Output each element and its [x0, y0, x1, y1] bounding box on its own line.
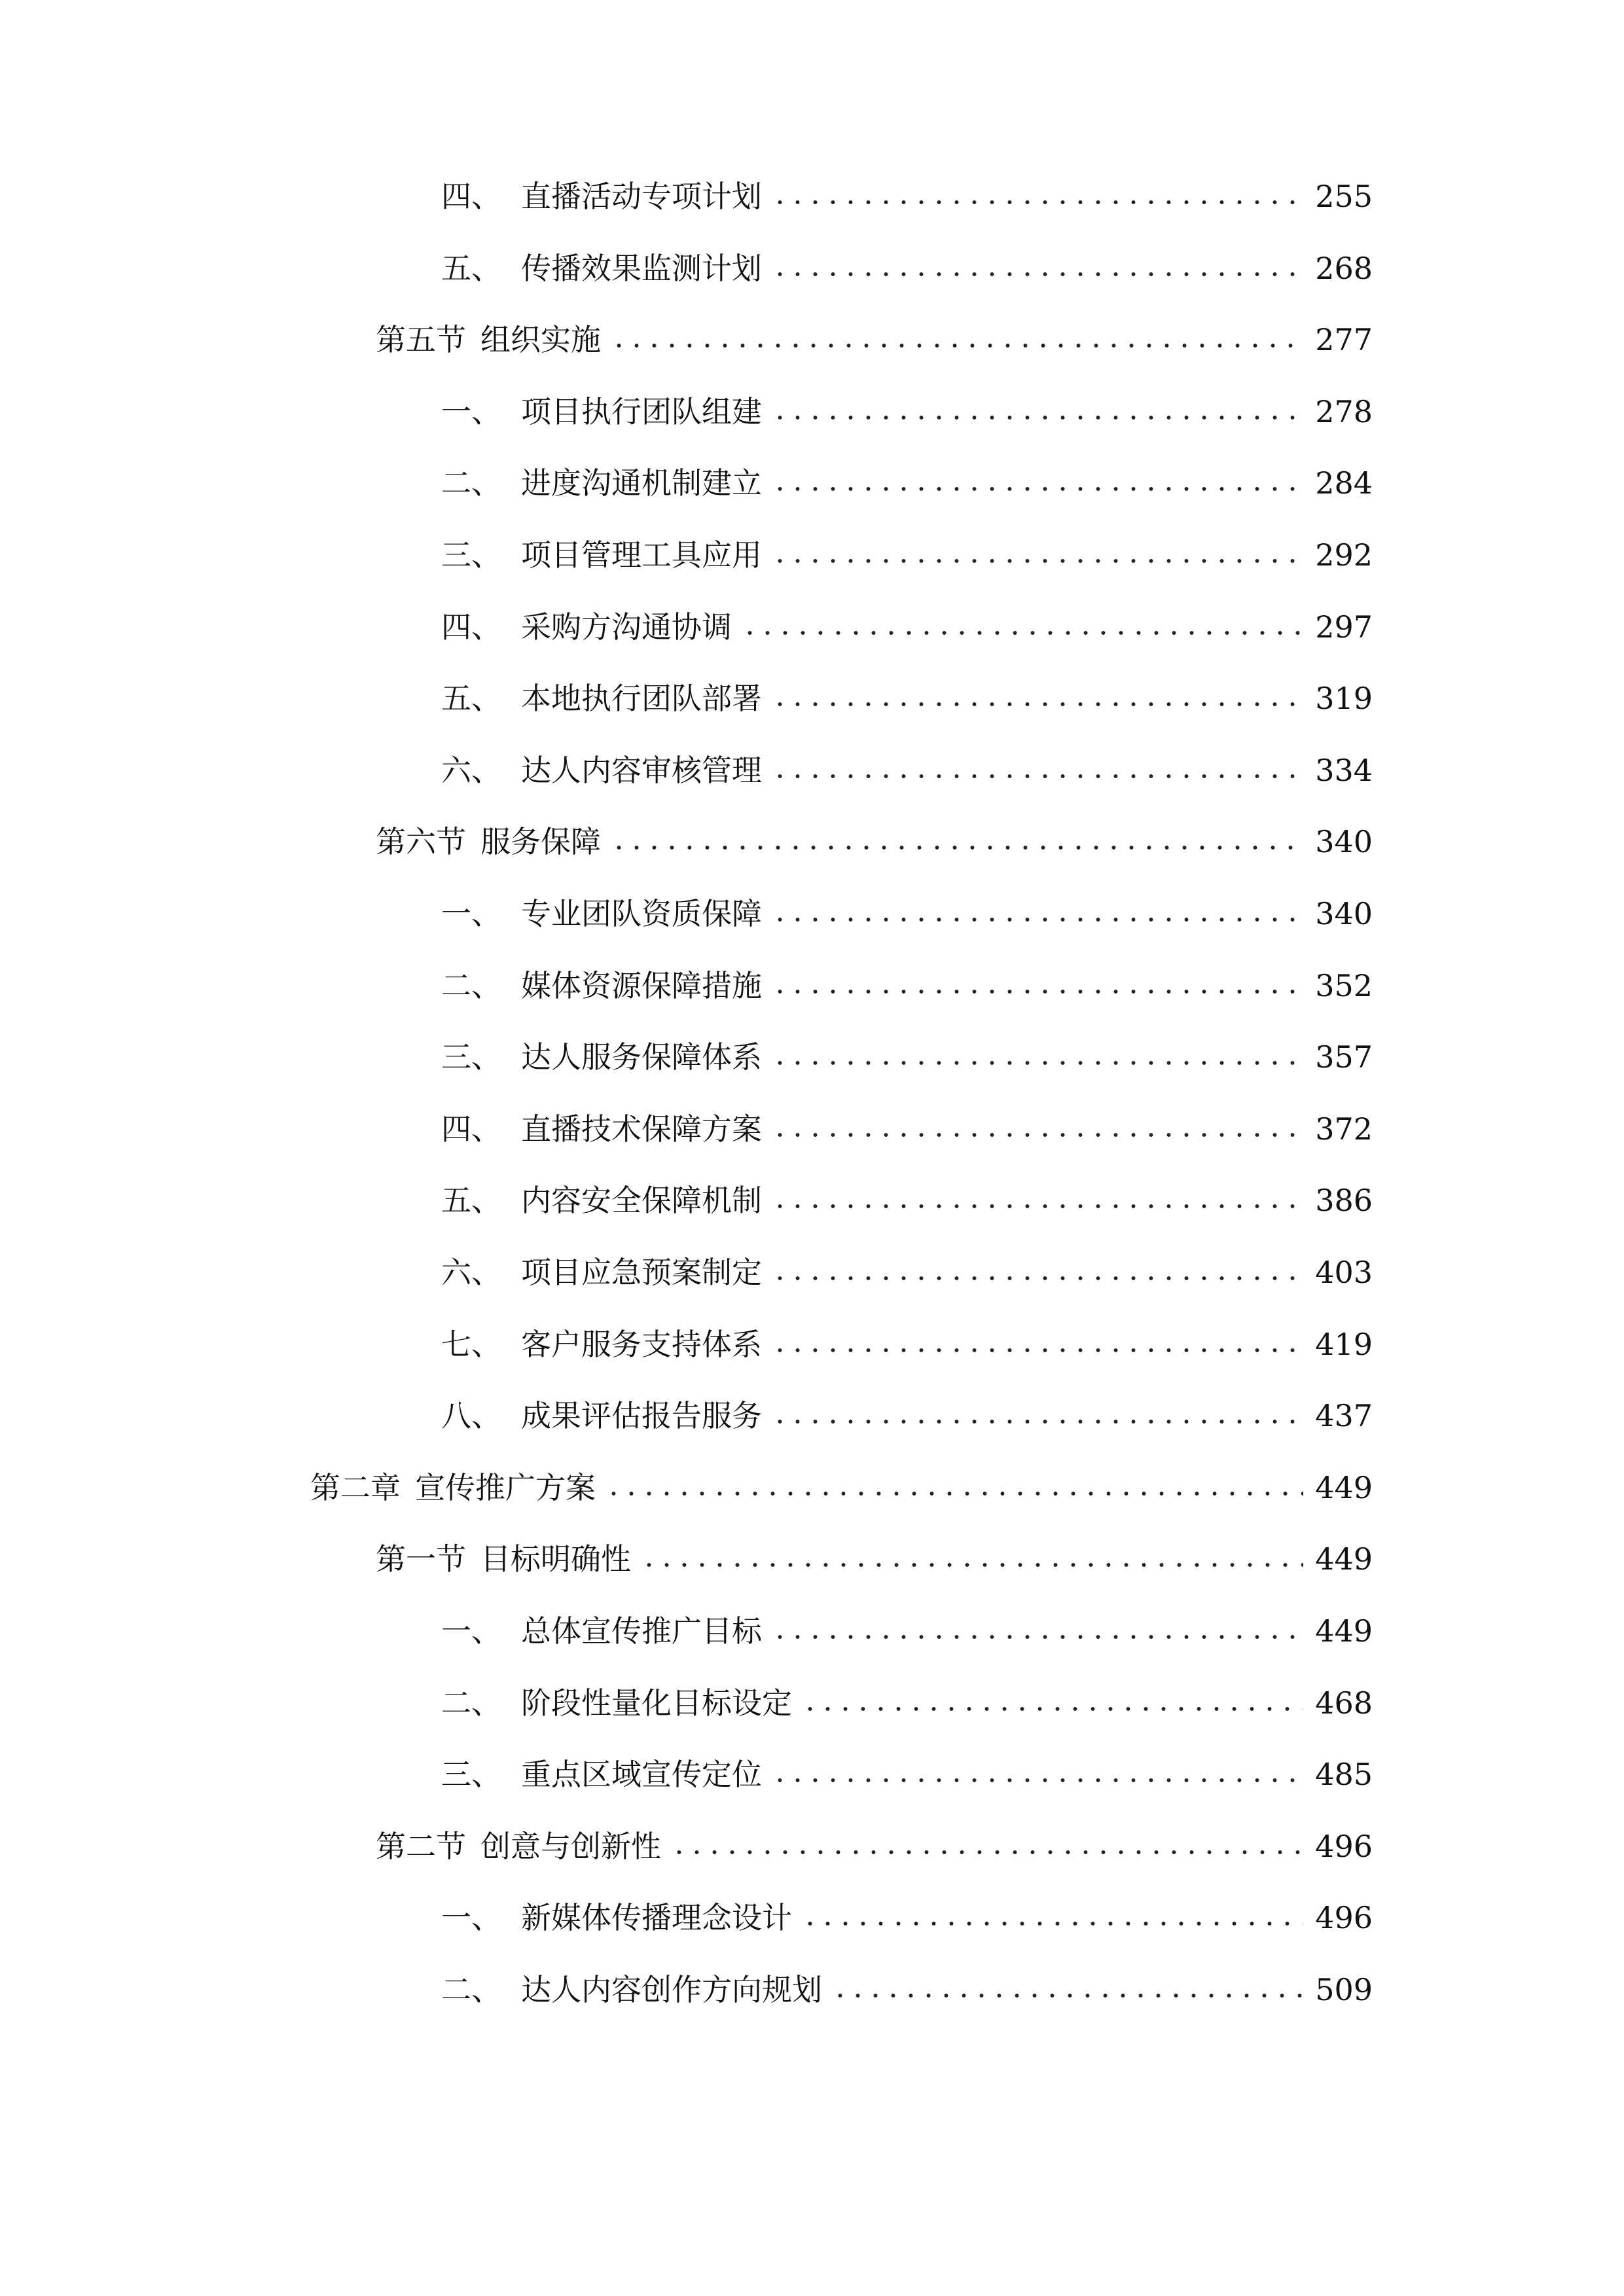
- toc-entry-title: 内容安全保障机制: [521, 1183, 762, 1218]
- dot-leader: [741, 631, 1303, 635]
- toc-entry-page-number: 449: [1315, 1613, 1373, 1649]
- toc-entry-page-number: 419: [1315, 1327, 1373, 1362]
- toc-entry[interactable]: [441, 1249, 1373, 1295]
- toc-entry-number: 一、: [441, 1613, 501, 1649]
- toc-entry-title: 达人内容创作方向规划: [521, 1972, 822, 2007]
- toc-entry-title: 项目执行团队组建: [521, 394, 762, 429]
- toc-entry-title: 新媒体传播理念设计: [521, 1900, 792, 1935]
- toc-entry-number: 六、: [441, 1255, 501, 1290]
- toc-entry-page-number: 340: [1315, 896, 1373, 931]
- toc-entry[interactable]: [441, 747, 1373, 793]
- toc-entry-title: 成果评估报告服务: [521, 1398, 762, 1433]
- toc-entry[interactable]: [441, 1895, 1373, 1941]
- toc-entry-number: 八、: [441, 1398, 501, 1433]
- toc-entry[interactable]: [441, 1177, 1373, 1223]
- toc-entry-number: 三、: [441, 1039, 501, 1075]
- dot-leader: [771, 416, 1303, 420]
- dot-leader: [771, 559, 1303, 563]
- toc-entry-number: 二、: [441, 1685, 501, 1721]
- toc-entry[interactable]: [376, 1536, 1373, 1582]
- toc-entry-title: 宣传推广方案: [415, 1470, 596, 1505]
- dot-leader: [771, 1204, 1303, 1208]
- toc-entry-title: 创意与创新性: [480, 1829, 661, 1864]
- toc-entry-title: 本地执行团队部署: [521, 681, 762, 716]
- dot-leader: [640, 1563, 1303, 1567]
- toc-entry[interactable]: [441, 1751, 1373, 1797]
- dot-leader: [771, 1133, 1303, 1137]
- toc-entry-title: 项目管理工具应用: [521, 537, 762, 573]
- toc-entry-number: 三、: [441, 537, 501, 573]
- toc-entry[interactable]: [441, 1106, 1373, 1152]
- toc-entry-number: 六、: [441, 753, 501, 788]
- toc-entry[interactable]: [441, 460, 1373, 506]
- toc-entry-number: 第五节: [376, 322, 466, 357]
- toc-entry-title: 达人内容审核管理: [521, 753, 762, 788]
- dot-leader: [771, 1061, 1303, 1065]
- dot-leader: [801, 1922, 1303, 1926]
- toc-entry-number: 四、: [441, 1111, 501, 1147]
- toc-entry-title: 客户服务支持体系: [521, 1327, 762, 1362]
- toc-entry-title: 直播技术保障方案: [521, 1111, 762, 1147]
- toc-entry-number: 四、: [441, 179, 501, 214]
- toc-entry-page-number: 357: [1315, 1039, 1373, 1075]
- toc-entry-title: 采购方沟通协调: [521, 609, 732, 645]
- toc-entry-number: 第六节: [376, 824, 466, 859]
- toc-entry[interactable]: [441, 1034, 1373, 1080]
- dot-leader: [610, 344, 1303, 348]
- toc-entry-page-number: 277: [1315, 322, 1373, 357]
- dot-leader: [771, 1348, 1303, 1352]
- toc-entry-page-number: 509: [1315, 1972, 1373, 2007]
- dot-leader: [771, 774, 1303, 778]
- dot-leader: [771, 200, 1303, 204]
- toc-entry-number: 第二章: [310, 1470, 401, 1505]
- toc-entry-title: 总体宣传推广目标: [521, 1613, 762, 1649]
- toc-entry-page-number: 437: [1315, 1398, 1373, 1433]
- toc-entry-title: 进度沟通机制建立: [521, 465, 762, 501]
- toc-entry-page-number: 340: [1315, 824, 1373, 859]
- toc-entry[interactable]: [376, 317, 1373, 363]
- toc-entry-page-number: 268: [1315, 251, 1373, 286]
- toc-entry-page-number: 284: [1315, 465, 1373, 501]
- dot-leader: [771, 487, 1303, 491]
- toc-entry-title: 服务保障: [480, 824, 601, 859]
- toc-entry-title: 专业团队资质保障: [521, 896, 762, 931]
- toc-entry-number: 二、: [441, 465, 501, 501]
- toc-entry-title: 传播效果监测计划: [521, 251, 762, 286]
- toc-entry[interactable]: [441, 1680, 1373, 1726]
- dot-leader: [771, 918, 1303, 922]
- dot-leader: [771, 990, 1303, 994]
- toc-entry-number: 五、: [441, 1183, 501, 1218]
- dot-leader: [831, 1994, 1303, 1998]
- toc-entry-number: 第二节: [376, 1829, 466, 1864]
- toc-entry[interactable]: [441, 532, 1373, 578]
- dot-leader: [670, 1850, 1303, 1854]
- toc-entry-number: 五、: [441, 251, 501, 286]
- toc-entry-number: 二、: [441, 1972, 501, 2007]
- toc-entry-number: 五、: [441, 681, 501, 716]
- toc-entry-page-number: 386: [1315, 1183, 1373, 1218]
- dot-leader: [771, 1276, 1303, 1280]
- toc-entry-number: 二、: [441, 968, 501, 1003]
- toc-entry-title: 重点区域宣传定位: [521, 1757, 762, 1792]
- dot-leader: [771, 1635, 1303, 1639]
- dot-leader: [771, 1778, 1303, 1782]
- toc-entry-page-number: 485: [1315, 1757, 1373, 1792]
- toc-entry-page-number: 255: [1315, 179, 1373, 214]
- dot-leader: [771, 272, 1303, 276]
- toc-entry[interactable]: [441, 389, 1373, 435]
- toc-entry[interactable]: [441, 173, 1373, 219]
- toc-entry-title: 组织实施: [480, 322, 601, 357]
- toc-entry-page-number: 449: [1315, 1541, 1373, 1577]
- toc-entry-number: 一、: [441, 394, 501, 429]
- toc-entry-page-number: 352: [1315, 968, 1373, 1003]
- toc-entry-title: 达人服务保障体系: [521, 1039, 762, 1075]
- toc-entry-page-number: 468: [1315, 1685, 1373, 1721]
- toc-entry[interactable]: [441, 1321, 1373, 1367]
- toc-entry-page-number: 496: [1315, 1829, 1373, 1864]
- toc-entry-number: 三、: [441, 1757, 501, 1792]
- toc-entry-page-number: 292: [1315, 537, 1373, 573]
- toc-entry-title: 项目应急预案制定: [521, 1255, 762, 1290]
- dot-leader: [771, 702, 1303, 706]
- toc-entry[interactable]: [441, 1967, 1373, 2013]
- toc-entry-number: 七、: [441, 1327, 501, 1362]
- toc-entry-page-number: 449: [1315, 1470, 1373, 1505]
- toc-entry[interactable]: [441, 1393, 1373, 1439]
- toc-entry-page-number: 319: [1315, 681, 1373, 716]
- toc-entry-number: 第一节: [376, 1541, 466, 1577]
- toc-entry[interactable]: [376, 1823, 1373, 1869]
- toc-entry[interactable]: [441, 891, 1373, 937]
- toc-entry[interactable]: [310, 1465, 1373, 1511]
- toc-entry-title: 阶段性量化目标设定: [521, 1685, 792, 1721]
- dot-leader: [605, 1492, 1303, 1496]
- dot-leader: [771, 1420, 1303, 1424]
- toc-entry[interactable]: [441, 604, 1373, 650]
- toc-entry[interactable]: [441, 245, 1373, 291]
- toc-entry-number: 一、: [441, 896, 501, 931]
- toc-entry[interactable]: [441, 1608, 1373, 1654]
- toc-entry-title: 媒体资源保障措施: [521, 968, 762, 1003]
- toc-entry-number: 四、: [441, 609, 501, 645]
- toc-entry-page-number: 334: [1315, 753, 1373, 788]
- toc-entry-page-number: 297: [1315, 609, 1373, 645]
- toc-entry-page-number: 278: [1315, 394, 1373, 429]
- toc-entry[interactable]: [376, 819, 1373, 865]
- dot-leader: [801, 1707, 1303, 1711]
- toc-entry[interactable]: [441, 963, 1373, 1009]
- toc-entry-page-number: 403: [1315, 1255, 1373, 1290]
- toc-entry-number: 一、: [441, 1900, 501, 1935]
- toc-entry-title: 目标明确性: [480, 1541, 631, 1577]
- toc-entry-page-number: 372: [1315, 1111, 1373, 1147]
- toc-entry-title: 直播活动专项计划: [521, 179, 762, 214]
- toc-entry[interactable]: [441, 675, 1373, 721]
- dot-leader: [610, 846, 1303, 850]
- toc-entry-page-number: 496: [1315, 1900, 1373, 1935]
